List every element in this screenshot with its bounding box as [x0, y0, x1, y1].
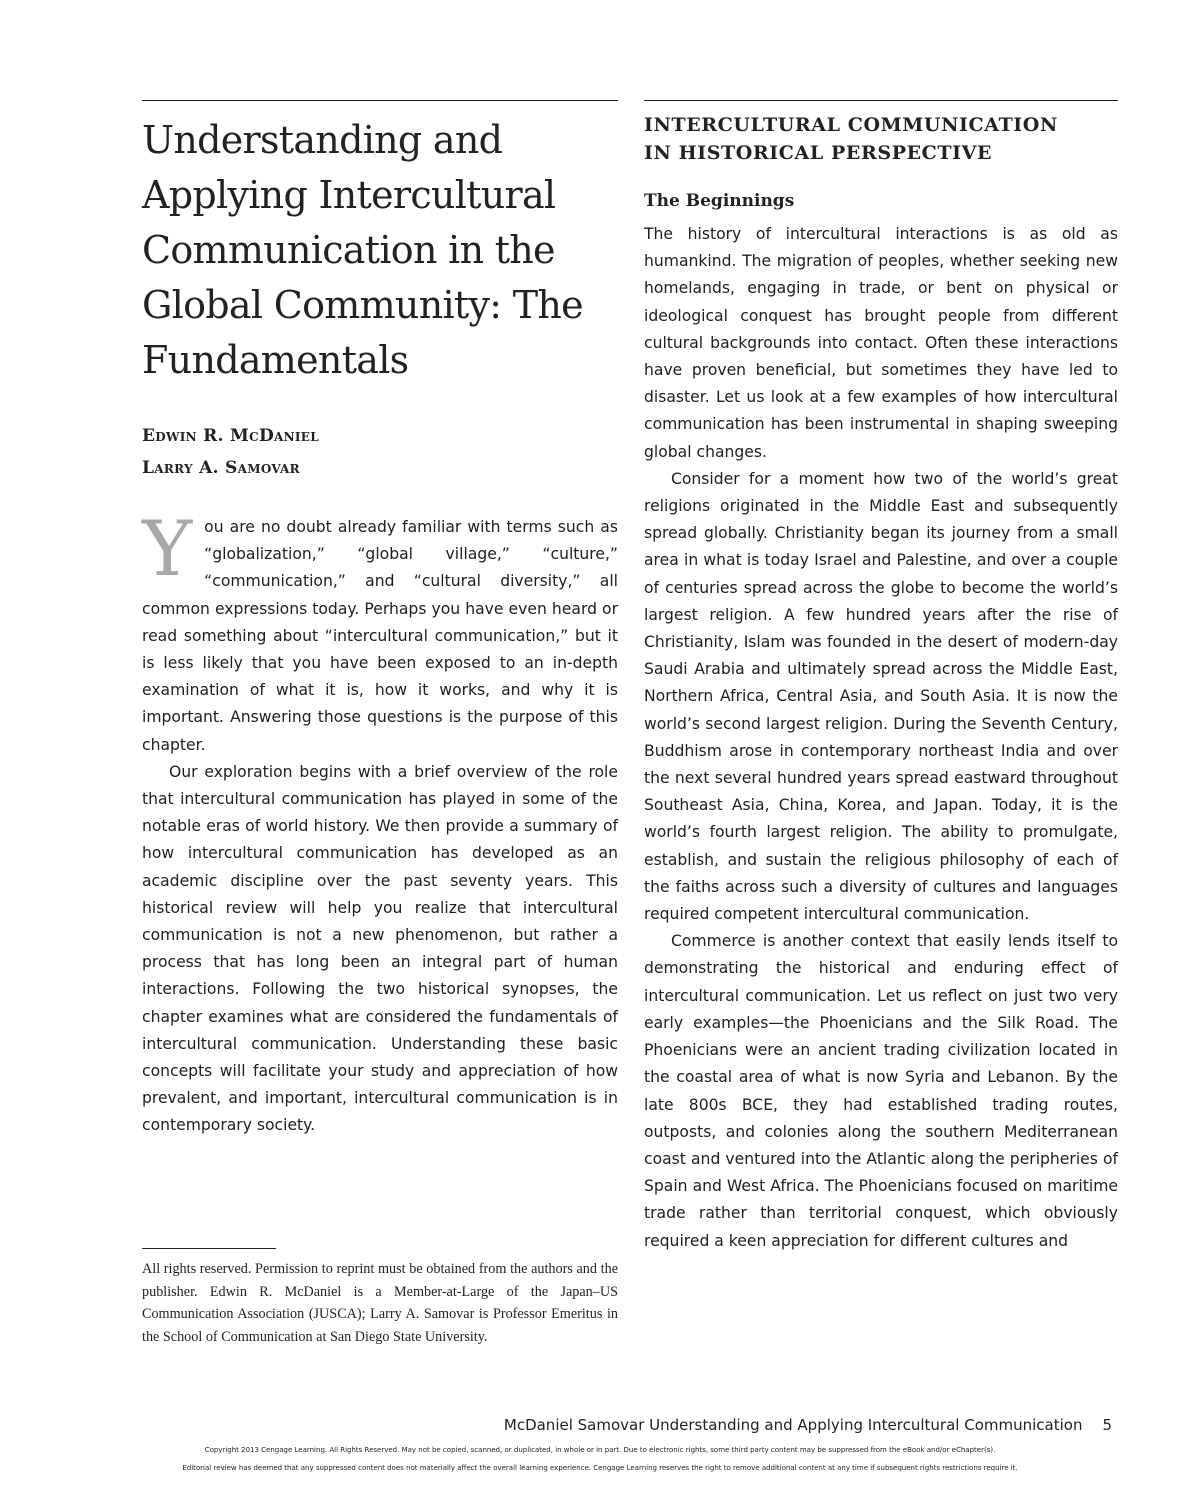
section-heading-line: INTERCULTURAL COMMUNICATION [644, 114, 1058, 136]
section-paragraph: Consider for a moment how two of the world’s great religions originated in the Middle East and subsequently spread globally. Christianity began its journey from a small area in what is today Israel and Palestine, and over a couple of centuries spread across the globe to become the world’s largest religion. A few hundred years after the rise of Christianity, Islam was founded in the desert of modern-day Saudi Arabia and ultimately spread across the Middle East, Northern Africa, Central Asia, and South Asia. It is now the world’s second largest religion. During the Seventh Century, Buddhism arose in contemporary northeast India and over the next several hundred years spread eastward throughout Southeast Asia, China, Korea, and Japan. Today, it is the world’s fourth largest religion. The ability to promulgate, establish, and sustain the religious philosophy of each of the faiths across such a diversity of cultures and languages required competent intercultural communication. [644, 469, 1118, 924]
section-body [644, 221, 1118, 1255]
author-list [142, 420, 618, 484]
title-rule [142, 100, 618, 101]
intro-paragraph-1 [142, 504, 618, 759]
page-number: 5 [1102, 1416, 1112, 1434]
author-name: Larry A. Samovar [142, 458, 300, 478]
copyright-notice: Editorial review has deemed that any suppressed content does not materially affect the overall learning experience. Cengage Learning reserves the right to remove additional content at any time if subsequent rights restrictions require it. [182, 1464, 1018, 1472]
section-rule [644, 100, 1118, 101]
section-paragraph: The history of intercultural interactions is as old as humankind. The migration of peoples, whether seeking new homelands, engaging in trade, or bent on physical or ideological conquest has brought people from different cultural backgrounds into contact. Often these interactions have proven beneficial, but sometimes they have led to disaster. Let us look at a few examples of how intercultural communication has been instrumental in shaping sweeping global changes. [644, 225, 1118, 461]
left-column [142, 100, 618, 1140]
section-heading-line: IN HISTORICAL PERSPECTIVE [644, 142, 993, 164]
drop-cap: Y [142, 504, 193, 593]
intro-body [142, 504, 618, 1140]
subsection-heading: The Beginnings [644, 191, 795, 211]
section-heading [644, 111, 1118, 167]
intro-paragraph-1-text: ou are no doubt already familiar with terms such as “globalization,” “global village,” “culture,” “communication,” and “cultural diversity,” all common expressions today. Perhaps you have even heard or read something about “intercultural communication,” but it is less likely that you have been exposed to an in-depth examination of what it is, how it works, and why it is important. Answering those questions is the purpose of this chapter. [142, 518, 618, 754]
section-paragraph: Commerce is another context that easily lends itself to demonstrating the historical and enduring effect of intercultural communication. Let us reflect on just two very early examples—the Phoenicians and the Silk Road. The Phoenicians were an ancient trading civilization located in the coastal area of what is now Syria and Lebanon. By the late 800s BCE, they had established trading routes, outposts, and colonies along the southern Mediterranean coast and ventured into the Atlantic along the peripheries of Spain and West Africa. The Phoenicians focused on maritime trade rather than territorial conquest, which obviously required a keen appreciation for different cultures and [644, 932, 1118, 1250]
running-footer [504, 1416, 1112, 1434]
right-column [644, 100, 1118, 1255]
footnote-rule [142, 1248, 276, 1249]
author-name: Edwin R. McDaniel [142, 426, 319, 446]
article-title: Understanding and Applying Intercultural Communication in the Global Community: The Fundamentals [142, 118, 583, 382]
running-title: McDaniel Samovar Understanding and Applying Intercultural Communication [503, 1416, 1083, 1434]
copyright-notice: Copyright 2013 Cengage Learning. All Rights Reserved. May not be copied, scanned, or duplicated, in whole or in part. Due to electronic rights, some third party content may be suppressed from the eBook and/or eChapter(s). [204, 1446, 996, 1454]
footnote: All rights reserved. Permission to reprint must be obtained from the authors and the publisher. Edwin R. McDaniel is a Member-at-Large of the Japan–US Communication Association (JUSCA); Larry A. Samovar is Professor Emeritus in the School of Communication at San Diego State University. [142, 1261, 618, 1345]
intro-paragraph-2: Our exploration begins with a brief overview of the role that intercultural communication has played in some of the notable eras of world history. We then provide a summary of how intercultural communication has developed as an academic discipline over the past seventy years. This historical review will help you realize that intercultural communication is not a new phenomenon, but rather a process that has long been an integral part of human interactions. Following the two historical synopses, the chapter examines what are considered the fundamentals of intercultural communication. Understanding these basic concepts will facilitate your study and appreciation of how prevalent, and important, intercultural communication is in contemporary society. [142, 762, 618, 1135]
